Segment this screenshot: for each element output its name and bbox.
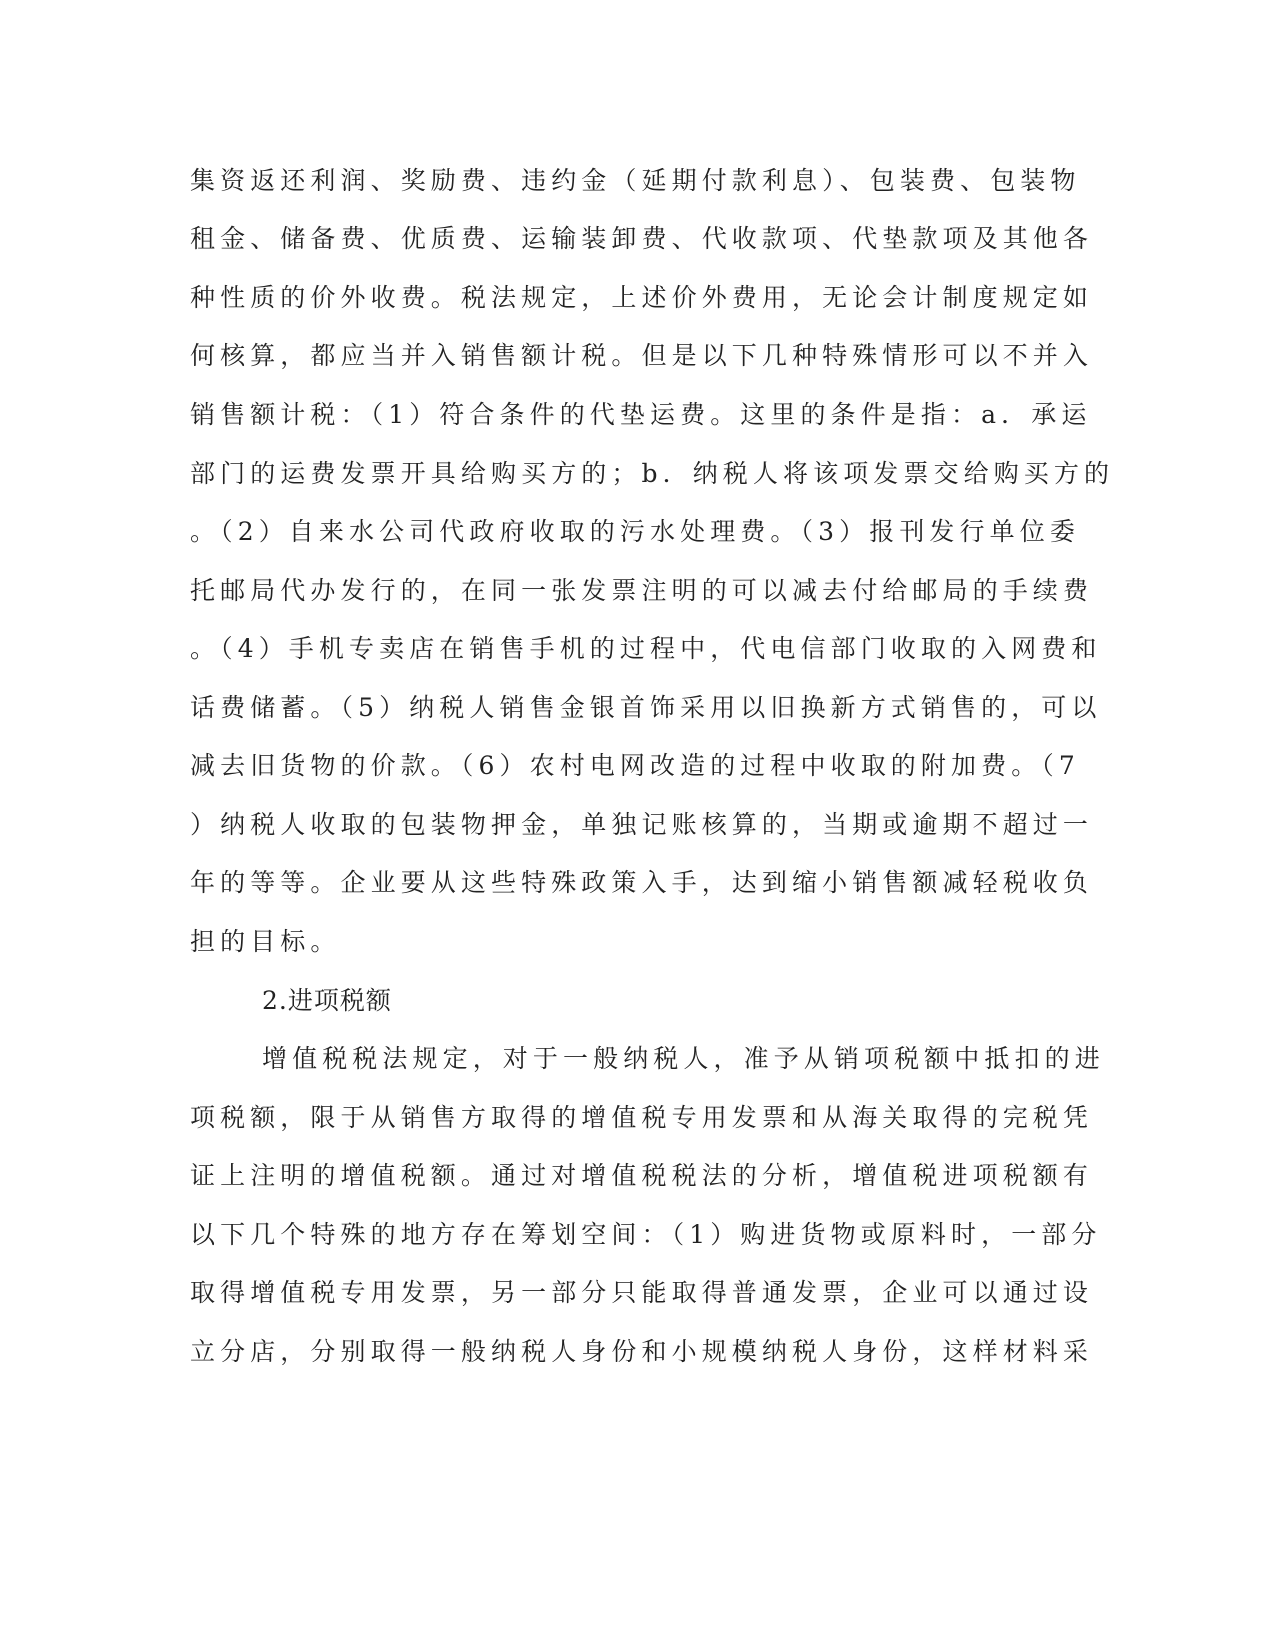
- body-text-line: 销售额计税：（1）符合条件的代垫运费。这里的条件是指：a．承运: [190, 400, 1092, 429]
- body-text-line: 种性质的价外收费。税法规定，上述价外费用，无论会计制度规定如: [190, 283, 1094, 312]
- body-text-line: 担的目标。: [190, 927, 341, 956]
- body-text-line: 立分店，分别取得一般纳税人身份和小规模纳税人身份，这样材料采: [190, 1337, 1094, 1366]
- body-text-line: 租金、储备费、优质费、运输装卸费、代收款项、代垫款项及其他各: [190, 224, 1094, 253]
- body-text-line: 。（2）自来水公司代政府收取的污水处理费。（3）报刊发行单位委: [190, 517, 1080, 546]
- body-text-line: 何核算，都应当并入销售额计税。但是以下几种特殊情形可以不并入: [190, 341, 1094, 370]
- body-text-line: ）纳税人收取的包装物押金，单独记账核算的，当期或逾期不超过一: [190, 810, 1094, 839]
- body-text-line: 证上注明的增值税额。通过对增值税税法的分析，增值税进项税额有: [190, 1161, 1094, 1190]
- body-text-line: 托邮局代办发行的，在同一张发票注明的可以减去付给邮局的手续费: [190, 576, 1094, 605]
- body-text-line: 年的等等。企业要从这些特殊政策入手，达到缩小销售额减轻税收负: [190, 868, 1094, 897]
- body-text-line: 项税额，限于从销售方取得的增值税专用发票和从海关取得的完税凭: [190, 1103, 1094, 1132]
- body-text-line: 以下几个特殊的地方存在筹划空间：（1）购进货物或原料时，一部分: [190, 1220, 1102, 1249]
- body-text-line: 集资返还利润、奖励费、违约金（延期付款利息）、包装费、包装物: [190, 166, 1081, 195]
- body-text-line: 。（4）手机专卖店在销售手机的过程中，代电信部门收取的入网费和: [190, 634, 1102, 663]
- body-text-line: 部门的运费发票开具给购买方的；b．纳税人将该项发票交给购买方的: [190, 459, 1115, 488]
- body-text-line: 增值税税法规定，对于一般纳税人，准予从销项税额中抵扣的进: [262, 1044, 1105, 1073]
- body-text-line: 取得增值税专用发票，另一部分只能取得普通发票，企业可以通过设: [190, 1278, 1094, 1307]
- body-text-line: 话费储蓄。（5）纳税人销售金银首饰采用以旧换新方式销售的，可以: [190, 693, 1102, 722]
- body-text-line: 减去旧货物的价款。（6）农村电网改造的过程中收取的附加费。（7: [190, 751, 1080, 780]
- section-heading: 2.进项税额: [262, 986, 392, 1015]
